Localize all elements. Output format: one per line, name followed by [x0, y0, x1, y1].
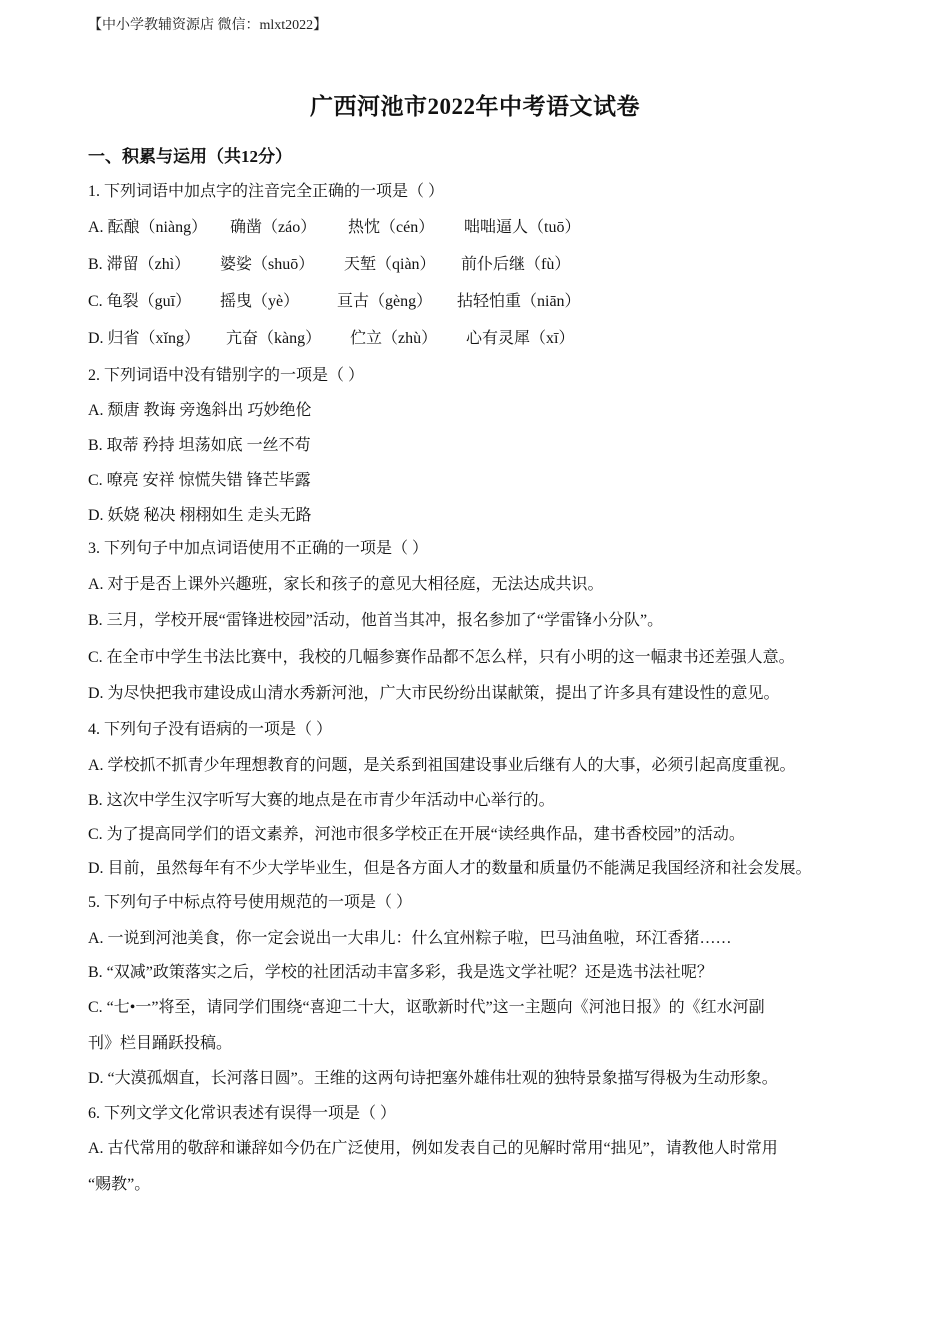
question-1-stem: 1. 下列词语中加点字的注音完全正确的一项是（ ） — [88, 183, 445, 200]
question-2-option-b: B. 取蒂 矜持 坦荡如底 一丝不苟 — [88, 437, 311, 454]
page-title: 广西河池市2022年中考语文试卷 — [310, 94, 640, 119]
header-note: 【中小学教辅资源店 微信：mlxt2022】 — [88, 18, 328, 33]
option-word: 摇曳（yè） — [220, 293, 300, 310]
question-6-stem: 6. 下列文学文化常识表述有误得一项是（ ） — [88, 1105, 397, 1122]
option-word: 前仆后继（fù） — [461, 256, 571, 273]
question-4-option-a: A. 学校抓不抓青少年理想教育的问题，是关系到祖国建设事业后继有人的大事，必须引起高度重视。 — [88, 757, 796, 774]
option-word: 热忱（cén） — [348, 219, 435, 236]
option-word: 亘古（gèng） — [337, 293, 433, 310]
question-5-option-b: B. “双减”政策落实之后，学校的社团活动丰富多彩，我是选文学社呢？还是选书法社呢？ — [88, 964, 713, 981]
question-2-option-a: A. 颓唐 教诲 旁逸斜出 巧妙绝伦 — [88, 402, 312, 419]
question-6-option-a-continued: “赐教”。 — [88, 1176, 151, 1193]
question-3-stem: 3. 下列句子中加点词语使用不正确的一项是（ ） — [88, 540, 429, 557]
question-5-option-d: D. “大漠孤烟直，长河落日圆”。王维的这两句诗把塞外雄伟壮观的独特景象描写得极为生动形象。 — [88, 1070, 778, 1087]
option-word: A. 酝酿（niàng） — [88, 219, 208, 236]
question-5-stem: 5. 下列句子中标点符号使用规范的一项是（ ） — [88, 894, 413, 911]
question-5-option-c-continued: 刊》栏目踊跃投稿。 — [88, 1035, 233, 1052]
question-1-option-d — [88, 327, 580, 351]
option-word: 确凿（záo） — [230, 219, 317, 236]
question-2-option-d: D. 妖娆 秘决 栩栩如生 走头无路 — [88, 507, 312, 524]
question-1-option-b — [88, 253, 576, 277]
option-word: 伫立（zhù） — [350, 330, 438, 347]
section-heading: 一、积累与运用（共12分） — [88, 147, 292, 166]
question-1-option-a — [88, 216, 586, 240]
question-1-option-c — [88, 290, 587, 314]
question-5-option-a: A. 一说到河池美食，你一定会说出一大串儿：什么宜州粽子啦，巴马油鱼啦，环江香猪…… — [88, 930, 732, 947]
question-3-option-a: A. 对于是否上课外兴趣班，家长和孩子的意见大相径庭，无法达成共识。 — [88, 576, 604, 593]
question-4-option-b: B. 这次中学生汉字听写大赛的地点是在市青少年活动中心举行的。 — [88, 792, 555, 809]
question-3-option-c: C. 在全市中学生书法比赛中，我校的几幅参赛作品都不怎么样，只有小明的这一幅隶书还差强人意。 — [88, 649, 795, 666]
question-5-option-c: C. “七•一”将至，请同学们围绕“喜迎二十大，讴歌新时代”这一主题向《河池日报》的《红水河副 — [88, 999, 765, 1016]
question-4-option-c: C. 为了提高同学们的语文素养，河池市很多学校正在开展“读经典作品，建书香校园”的活动。 — [88, 826, 745, 843]
question-2-option-c: C. 嘹亮 安祥 惊慌失错 锋芒毕露 — [88, 472, 311, 489]
question-3-option-b: B. 三月，学校开展“雷锋进校园”活动，他首当其冲，报名参加了“学雷锋小分队”。 — [88, 612, 664, 629]
question-4-option-d: D. 目前，虽然每年有不少大学毕业生，但是各方面人才的数量和质量仍不能满足我国经济和社会发展。 — [88, 860, 812, 877]
question-4-stem: 4. 下列句子没有语病的一项是（ ） — [88, 721, 333, 738]
option-word: 亢奋（kàng） — [226, 330, 322, 347]
option-word: 天堑（qiàn） — [344, 256, 436, 273]
option-word: D. 归省（xǐng） — [88, 330, 201, 347]
question-3-option-d: D. 为尽快把我市建设成山清水秀新河池，广大市民纷纷出谋献策，提出了许多具有建设性的意见。 — [88, 685, 780, 702]
option-word: C. 龟裂（guī） — [88, 293, 192, 310]
option-word: 婆娑（shuō） — [220, 256, 315, 273]
question-6-option-a: A. 古代常用的敬辞和谦辞如今仍在广泛使用，例如发表自己的见解时常用“拙见”，请教他人时常用 — [88, 1140, 778, 1157]
option-word: 心有灵犀（xī） — [466, 330, 575, 347]
option-word: 拈轻怕重（niān） — [457, 293, 581, 310]
option-word: 咄咄逼人（tuō） — [464, 219, 581, 236]
option-word: B. 滞留（zhì） — [88, 256, 191, 273]
question-2-stem: 2. 下列词语中没有错别字的一项是（ ） — [88, 367, 365, 384]
